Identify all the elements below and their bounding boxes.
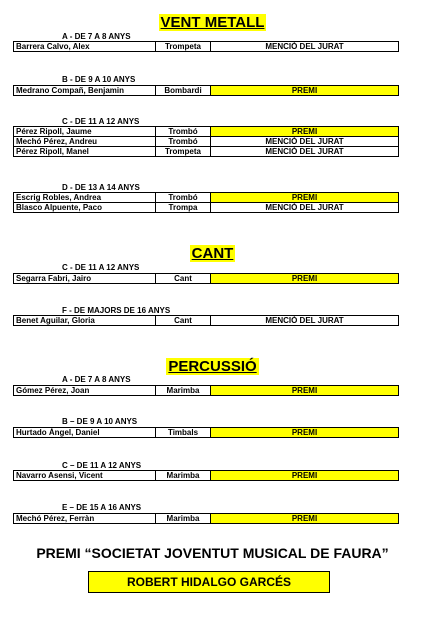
participant-name: Pérez Ripoll, Manel <box>14 147 156 157</box>
participant-name: Mechó Pérez, Andreu <box>14 137 156 147</box>
table-row <box>14 137 399 147</box>
table-row <box>14 471 399 481</box>
table-row <box>14 428 399 438</box>
table-row <box>14 203 399 213</box>
table-row <box>14 86 399 96</box>
participant-name: Blasco Alpuente, Paco <box>14 203 156 213</box>
result: PREMI <box>211 86 399 96</box>
table-row <box>14 386 399 396</box>
section-title-text: PERCUSSIÓ <box>168 358 257 375</box>
table-row <box>14 42 399 52</box>
section-title-text: CANT <box>191 245 234 262</box>
instrument: Timbals <box>156 428 211 438</box>
results-table <box>13 85 399 96</box>
section-title-percussio <box>0 358 425 376</box>
table-row <box>14 147 399 157</box>
results-table <box>13 385 399 396</box>
instrument: Marimba <box>156 386 211 396</box>
results-table <box>13 513 399 524</box>
results-table <box>13 41 399 52</box>
instrument: Trompeta <box>156 42 211 52</box>
table-row <box>14 514 399 524</box>
result: MENCIÓ DEL JURAT <box>211 147 399 157</box>
category-label: F - DE MAJORS DE 16 ANYS <box>62 306 171 315</box>
table-row <box>14 316 399 326</box>
section-title-text: VENT METALL <box>160 14 265 31</box>
result: PREMI <box>211 127 399 137</box>
participant-name: Benet Aguilar, Gloria <box>14 316 156 326</box>
instrument: Marimba <box>156 471 211 481</box>
result: PREMI <box>211 274 399 284</box>
category-label: C – DE 11 A 12 ANYS <box>62 461 142 470</box>
instrument: Trompa <box>156 203 211 213</box>
category-label: A - DE 7 A 8 ANYS <box>62 375 131 384</box>
category-label: E – DE 15 A 16 ANYS <box>62 503 142 512</box>
result: MENCIÓ DEL JURAT <box>211 42 399 52</box>
final-award-title: PREMI “SOCIETAT JOVENTUT MUSICAL DE FAURA” <box>36 545 389 561</box>
section-title-cant <box>0 245 425 263</box>
instrument: Marimba <box>156 514 211 524</box>
participant-name: Mechó Pérez, Ferràn <box>14 514 156 524</box>
category-label: D - DE 13 A 14 ANYS <box>62 183 140 192</box>
result: MENCIÓ DEL JURAT <box>211 316 399 326</box>
result: PREMI <box>211 386 399 396</box>
participant-name: Escrig Robles, Andrea <box>14 193 156 203</box>
participant-name: Medrano Compañ, Benjamin <box>14 86 156 96</box>
table-row <box>14 127 399 137</box>
result: MENCIÓ DEL JURAT <box>211 137 399 147</box>
participant-name: Pérez Ripoll, Jaume <box>14 127 156 137</box>
table-row <box>14 193 399 203</box>
results-table <box>13 126 399 157</box>
instrument: Trombó <box>156 127 211 137</box>
instrument: Cant <box>156 274 211 284</box>
results-table <box>13 192 399 213</box>
instrument: Cant <box>156 316 211 326</box>
final-award-winner: ROBERT HIDALGO GARCÉS <box>88 571 330 593</box>
results-table <box>13 470 399 481</box>
result: PREMI <box>211 428 399 438</box>
category-label: B - DE 9 A 10 ANYS <box>62 75 136 84</box>
participant-name: Navarro Asensi, Vicent <box>14 471 156 481</box>
participant-name: Gómez Pérez, Joan <box>14 386 156 396</box>
category-label: C - DE 11 A 12 ANYS <box>62 117 140 126</box>
result: PREMI <box>211 514 399 524</box>
instrument: Trombó <box>156 193 211 203</box>
result: PREMI <box>211 471 399 481</box>
instrument: Trombó <box>156 137 211 147</box>
participant-name: Hurtado Ángel, Daniel <box>14 428 156 438</box>
table-row <box>14 274 399 284</box>
result: MENCIÓ DEL JURAT <box>211 203 399 213</box>
category-label: B – DE 9 A 10 ANYS <box>62 417 138 426</box>
category-label: A - DE 7 A 8 ANYS <box>62 32 131 41</box>
category-label: C - DE 11 A 12 ANYS <box>62 263 140 272</box>
results-table <box>13 315 399 326</box>
results-table <box>13 273 399 284</box>
results-table <box>13 427 399 438</box>
participant-name: Barrera Calvo, Alex <box>14 42 156 52</box>
section-title-vent-metall <box>0 14 425 32</box>
instrument: Bombardi <box>156 86 211 96</box>
participant-name: Segarra Fabri, Jairo <box>14 274 156 284</box>
result: PREMI <box>211 193 399 203</box>
instrument: Trompeta <box>156 147 211 157</box>
